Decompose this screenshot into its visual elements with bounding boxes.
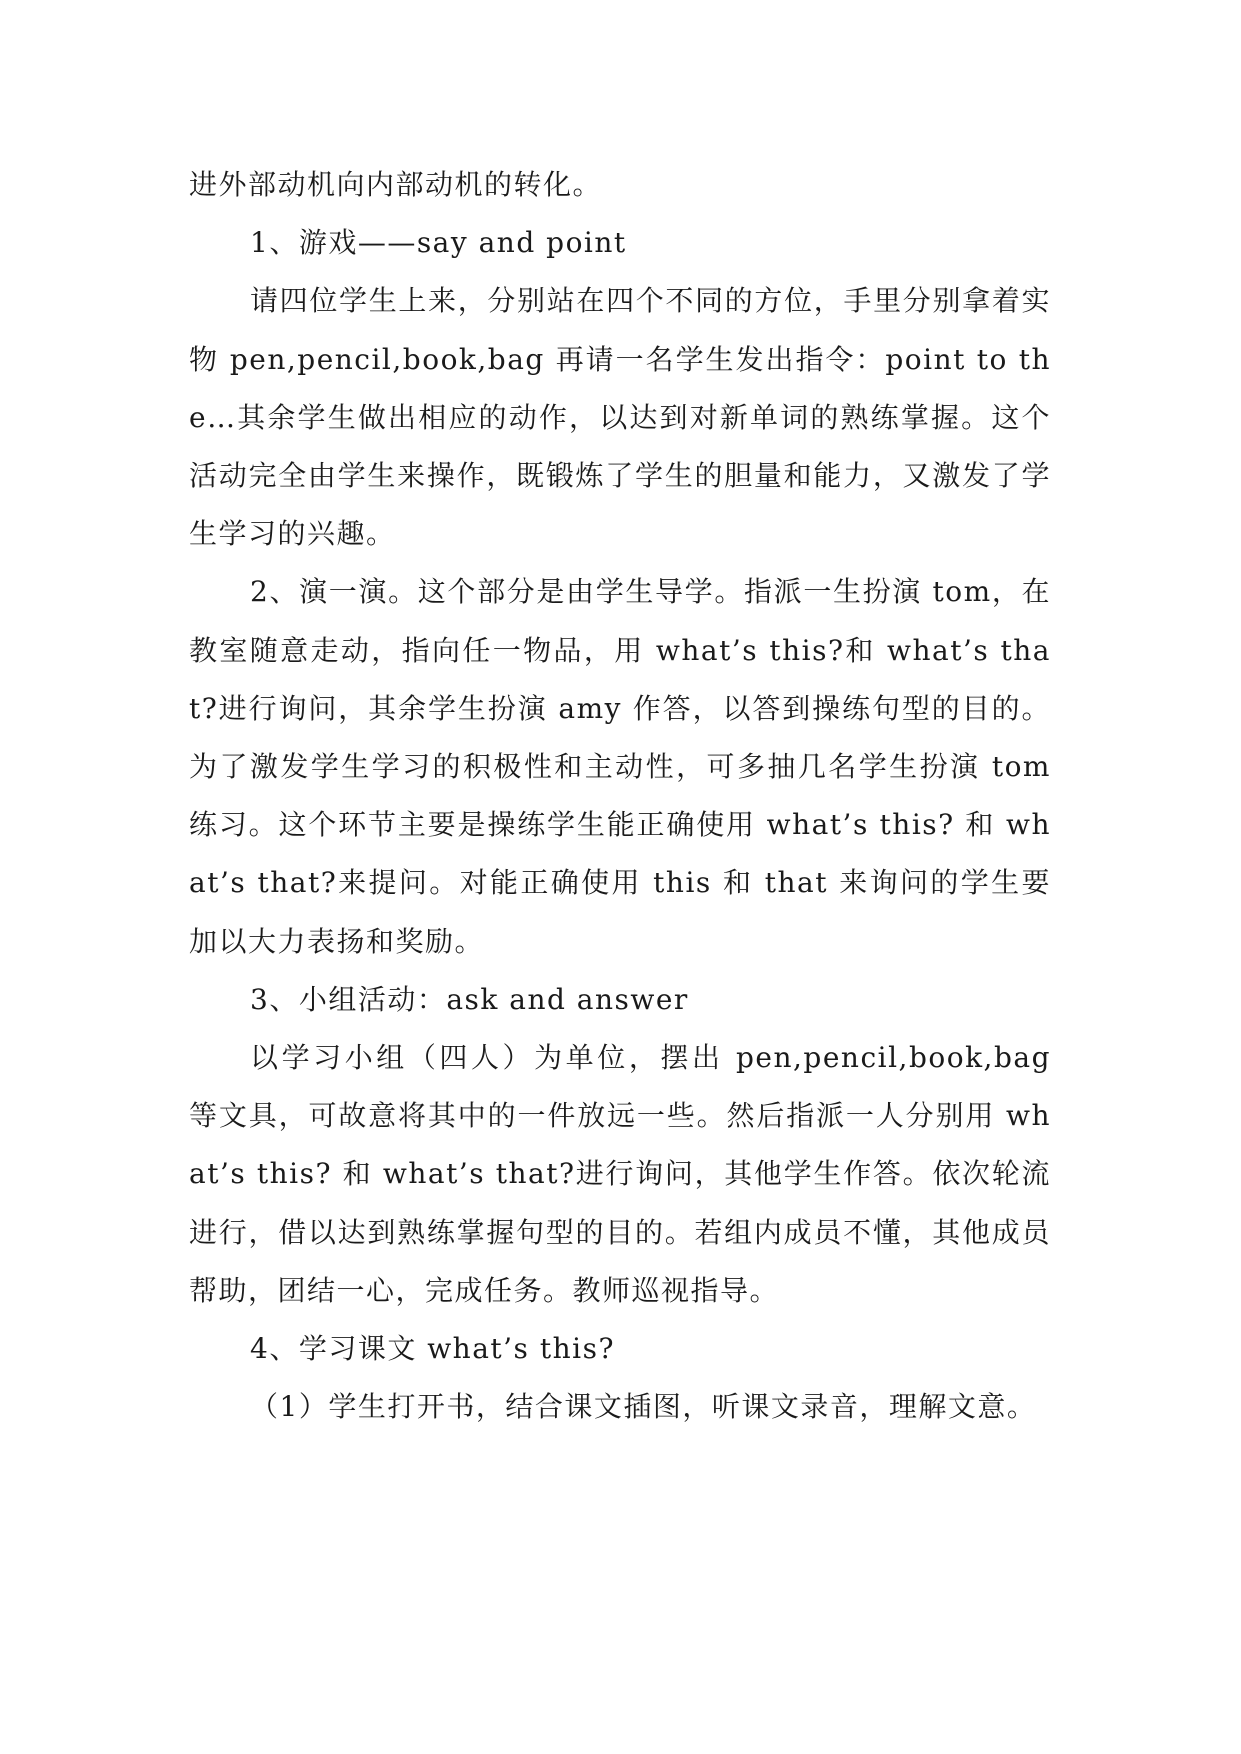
- paragraph-transition: 进外部动机向内部动机的转化。: [189, 168, 603, 201]
- paragraph-game-description: 请四位学生上来，分别站在四个不同的方位，手里分别拿着实物 pen,pencil,book,bag 再请一名学生发出指令：point to the…其余学生做出相应的动作，以达到对新单词的熟练掌握。这个活动完全由学生来操作，既锻炼了学生的胆量和能力，又激发了学生学习的兴趣。: [189, 284, 1051, 551]
- heading-group-activity: 3、小组活动：ask and answer: [250, 982, 689, 1016]
- document-body: [189, 156, 1051, 1436]
- paragraph-group-activity: 以学习小组（四人）为单位，摆出 pen,pencil,book,bag 等文具，可故意将其中的一件放远一些。然后指派一人分别用 what’s this? 和 what’s that?进行询问，其他学生作答。依次轮流进行，借以达到熟练掌握句型的目的。若组内成员不懂，其他成员帮助，团结一心，完成任务。教师巡视指导。: [189, 1041, 1051, 1307]
- heading-game-say-and-point: 1、游戏——say and point: [250, 226, 627, 260]
- paragraph-role-play: 2、演一演。这个部分是由学生导学。指派一生扮演 tom，在教室随意走动，指向任一物品，用 what’s this?和 what’s that?进行询问，其余学生扮演 amy 作答，以答到操练句型的目的。为了激发学生学习的积极性和主动性，可多抽几名学生扮演 tom 练习。这个环节主要是操练学生能正确使用 what’s this? 和 what’s that?来提问。对能正确使用 this 和 that 来询问的学生要加以大力表扬和奖励。: [189, 575, 1051, 958]
- heading-learn-text: 4、学习课文 what’s this?: [250, 1332, 615, 1366]
- paragraph-open-book: （1）学生打开书，结合课文插图，听课文录音，理解文意。: [250, 1390, 1037, 1424]
